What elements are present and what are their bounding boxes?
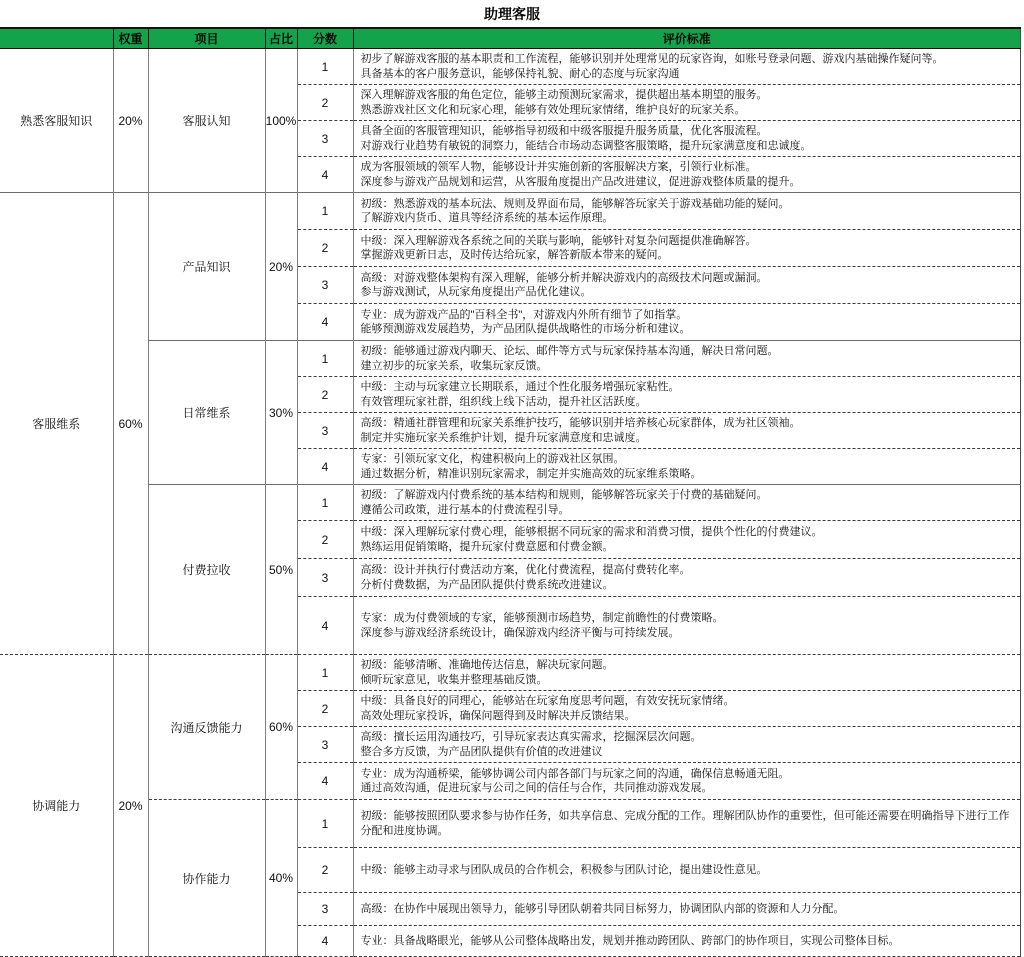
score-cell: 2	[297, 848, 353, 893]
criteria-line: 有效管理玩家社群，组织线上线下活动，提升社区活跃度。	[360, 395, 647, 408]
criteria-line: 中级：具备良好的同理心，能够站在玩家角度思考问题，有效安抚玩家情绪。	[360, 695, 735, 707]
project-cell: 付费拉收	[148, 485, 265, 655]
criteria-cell	[353, 413, 1021, 449]
criteria-line: 通过数据分析，精准识别玩家需求，制定并实施高效的玩家维系策略。	[360, 467, 702, 480]
header-ratio: 占比	[265, 28, 297, 49]
criteria-line: 初级：了解游戏内付费系统的基本结构和规则，能够解答玩家关于付费的基础疑问。	[360, 489, 768, 501]
ratio-cell: 60%	[265, 655, 297, 800]
ratio-cell: 20%	[265, 193, 297, 341]
project-cell: 产品知识	[148, 193, 265, 341]
criteria-cell	[353, 85, 1021, 121]
header-project: 项目	[148, 28, 265, 49]
criteria-line: 制定并实施玩家关系维护计划，提升玩家满意度和忠诚度。	[360, 431, 647, 444]
criteria-line: 熟练运用促销策略，提升玩家付费意愿和付费金额。	[360, 540, 614, 553]
criteria-line: 专家：成为付费领域的专家，能够预测市场趋势，制定前瞻性的付费策略。	[360, 612, 724, 624]
criteria-cell	[353, 49, 1021, 85]
score-cell: 4	[297, 449, 353, 485]
criteria-line: 高级：擅长运用沟通技巧，引导玩家表达真实需求，挖掘深层次问题。	[360, 731, 702, 743]
score-cell: 4	[297, 597, 353, 655]
score-cell: 2	[297, 377, 353, 413]
score-cell: 3	[297, 267, 353, 304]
score-row	[0, 655, 1021, 691]
score-cell: 2	[297, 85, 353, 121]
header-score: 分数	[297, 28, 353, 49]
criteria-line: 分析付费数据，为产品团队提供付费系统改进建议。	[360, 578, 614, 591]
score-cell: 1	[297, 193, 353, 230]
criteria-line: 遵循公司政策，进行基本的付费流程引导。	[360, 503, 570, 516]
weight-cell: 20%	[113, 49, 148, 193]
score-cell: 4	[297, 157, 353, 193]
criteria-line: 通过高效沟通，促进玩家与公司之间的信任与合作，共同推动游戏发展。	[360, 782, 713, 794]
criteria-cell	[353, 926, 1021, 957]
criteria-line: 中级：能够主动寻求与团队成员的合作机会，积极参与团队讨论，提出建设性意见。	[360, 863, 768, 876]
score-cell: 3	[297, 727, 353, 763]
category-cell: 协调能力	[0, 655, 113, 957]
criteria-line: 专业：具备战略眼光，能够从公司整体战略出发，规划并推动跨团队、跨部门的协作项目，实现公司整体目标。	[360, 934, 900, 947]
criteria-cell	[353, 267, 1021, 304]
score-row	[0, 800, 1021, 848]
criteria-cell	[353, 121, 1021, 157]
criteria-cell	[353, 597, 1021, 655]
score-cell: 4	[297, 763, 353, 800]
criteria-line: 中级：深入理解游戏各系统之间的关联与影响，能够针对复杂问题提供准确解答。	[360, 234, 757, 247]
weight-cell: 60%	[113, 193, 148, 655]
score-cell: 4	[297, 304, 353, 341]
criteria-line: 中级：深入理解玩家付费心理，能够根据不同玩家的需求和消费习惯，提供个性化的付费建议。	[360, 526, 823, 538]
score-row	[0, 49, 1021, 85]
criteria-cell	[353, 691, 1021, 727]
criteria-line: 熟悉游戏社区文化和玩家心理，能够有效处理玩家情绪，维护良好的玩家关系。	[360, 103, 746, 116]
score-row	[0, 485, 1021, 521]
project-cell: 客服认知	[148, 49, 265, 193]
criteria-line: 专业：成为游戏产品的"百科全书"，对游戏内外所有细节了如指掌。	[360, 308, 688, 321]
score-cell: 2	[297, 230, 353, 267]
criteria-cell	[353, 341, 1021, 377]
criteria-line: 具备基本的客户服务意识，能够保持礼貌、耐心的态度与玩家沟通	[360, 67, 680, 80]
criteria-line: 高级：对游戏整体架构有深入理解，能够分析并解决游戏内的高级技术问题或漏洞。	[360, 271, 768, 284]
criteria-line: 初步了解游戏客服的基本职责和工作流程，能够识别并处理常见的玩家咨询，如账号登录问题、游戏内基础操作疑问等。	[360, 53, 944, 65]
criteria-cell	[353, 304, 1021, 341]
score-cell: 3	[297, 559, 353, 597]
criteria-line: 专家：引领玩家文化，构建积极向上的游戏社区氛围。	[360, 453, 625, 465]
criteria-line: 对游戏行业趋势有敏锐的洞察力，能结合市场动态调整客服策略，提升玩家满意度和忠诚度。	[360, 139, 812, 152]
criteria-cell	[353, 485, 1021, 521]
criteria-cell	[353, 377, 1021, 413]
score-cell: 3	[297, 893, 353, 926]
score-cell: 1	[297, 485, 353, 521]
criteria-line: 高级：设计并执行付费活动方案，优化付费流程，提高付费转化率。	[360, 564, 691, 576]
criteria-line: 建立初步的玩家关系，收集玩家反馈。	[360, 359, 548, 372]
criteria-line: 参与游戏测试，从玩家角度提出产品优化建议。	[360, 286, 592, 298]
criteria-line: 深度参与游戏产品规划和运营，从客服角度提出产品改进建议，促进游戏整体质量的提升。	[360, 175, 801, 188]
score-row	[0, 193, 1021, 230]
score-row	[0, 341, 1021, 377]
header-criteria: 评价标准	[353, 28, 1021, 49]
category-cell: 客服维系	[0, 193, 113, 655]
criteria-line: 中级：主动与玩家建立长期联系，通过个性化服务增强玩家粘性。	[360, 381, 680, 393]
criteria-line: 掌握游戏更新日志，及时传达给玩家，解答新版本带来的疑问。	[360, 249, 669, 261]
criteria-cell	[353, 193, 1021, 230]
score-cell: 2	[297, 521, 353, 559]
criteria-line: 深度参与游戏经济系统设计，确保游戏内经济平衡与可持续发展。	[360, 626, 680, 639]
criteria-line: 初级：熟悉游戏的基本玩法、规则及界面布局，能够解答玩家关于游戏基础功能的疑问。	[360, 197, 790, 210]
criteria-line: 高级：精通社群管理和玩家关系维护技巧，能够识别并培养核心玩家群体，成为社区领袖。	[360, 417, 801, 429]
ratio-cell: 100%	[265, 49, 297, 193]
score-cell: 1	[297, 341, 353, 377]
criteria-cell	[353, 521, 1021, 559]
header-weight: 权重	[113, 28, 148, 49]
ratio-cell: 50%	[265, 485, 297, 655]
criteria-line: 具备全面的客服管理知识，能够指导初级和中级客服提升服务质量，优化客服流程。	[360, 125, 768, 137]
score-cell: 4	[297, 926, 353, 957]
criteria-cell	[353, 800, 1021, 848]
evaluation-table	[0, 27, 1021, 957]
criteria-cell	[353, 230, 1021, 267]
criteria-line: 高效处理玩家投诉，确保问题得到及时解决并反馈结果。	[360, 709, 636, 722]
criteria-line: 初级：能够通过游戏内聊天、论坛、邮件等方式与玩家保持基本沟通，解决日常问题。	[360, 345, 779, 357]
score-cell: 3	[297, 121, 353, 157]
criteria-line: 倾听玩家意见，收集并整理基础反馈。	[360, 673, 548, 686]
score-cell: 3	[297, 413, 353, 449]
criteria-line: 了解游戏内货币、道具等经济系统的基本运作原理。	[360, 212, 614, 224]
criteria-line: 专业：成为沟通桥梁，能够协调公司内部各部门与玩家之间的沟通，确保信息畅通无阻。	[360, 767, 790, 780]
criteria-cell	[353, 727, 1021, 763]
ratio-cell: 30%	[265, 341, 297, 485]
criteria-line: 高级：在协作中展现出领导力，能够引导团队朝着共同目标努力，协调团队内部的资源和人力分配。	[360, 902, 845, 915]
ratio-cell: 40%	[265, 800, 297, 957]
category-cell: 熟悉客服知识	[20, 114, 93, 128]
criteria-line: 初级：能够清晰、准确地传达信息，解决玩家问题。	[360, 659, 614, 671]
criteria-line: 整合多方反馈，为产品团队提供有价值的改进建议	[360, 745, 603, 758]
project-cell: 协作能力	[148, 800, 265, 957]
header-category	[0, 28, 113, 49]
criteria-line: 成为客服领域的领军人物，能够设计并实施创新的客服解决方案，引领行业标准。	[360, 161, 757, 173]
criteria-cell	[353, 848, 1021, 893]
criteria-line: 深入理解游戏客服的角色定位，能够主动预测玩家需求，提供超出基本期望的服务。	[360, 89, 768, 101]
criteria-cell	[353, 655, 1021, 691]
page-title: 助理客服	[484, 5, 540, 22]
criteria-cell	[353, 157, 1021, 193]
score-cell: 2	[297, 691, 353, 727]
score-cell: 1	[297, 49, 353, 85]
score-cell: 1	[297, 655, 353, 691]
weight-cell: 20%	[113, 655, 148, 957]
project-cell: 沟通反馈能力	[148, 655, 265, 800]
project-cell: 日常维系	[148, 341, 265, 485]
criteria-cell	[353, 893, 1021, 926]
criteria-cell	[353, 763, 1021, 800]
criteria-cell	[353, 559, 1021, 597]
criteria-line: 初级：能够按照团队要求参与协作任务，如共享信息、完成分配的工作。理解团队协作的重要性，但可能还需要在明确指导下进行工作分配和进度协调。	[360, 810, 1010, 837]
score-cell: 1	[297, 800, 353, 848]
criteria-cell	[353, 449, 1021, 485]
criteria-line: 能够预测游戏发展趋势，为产品团队提供战略性的市场分析和建议。	[360, 323, 691, 335]
table-header-row	[0, 28, 1021, 49]
